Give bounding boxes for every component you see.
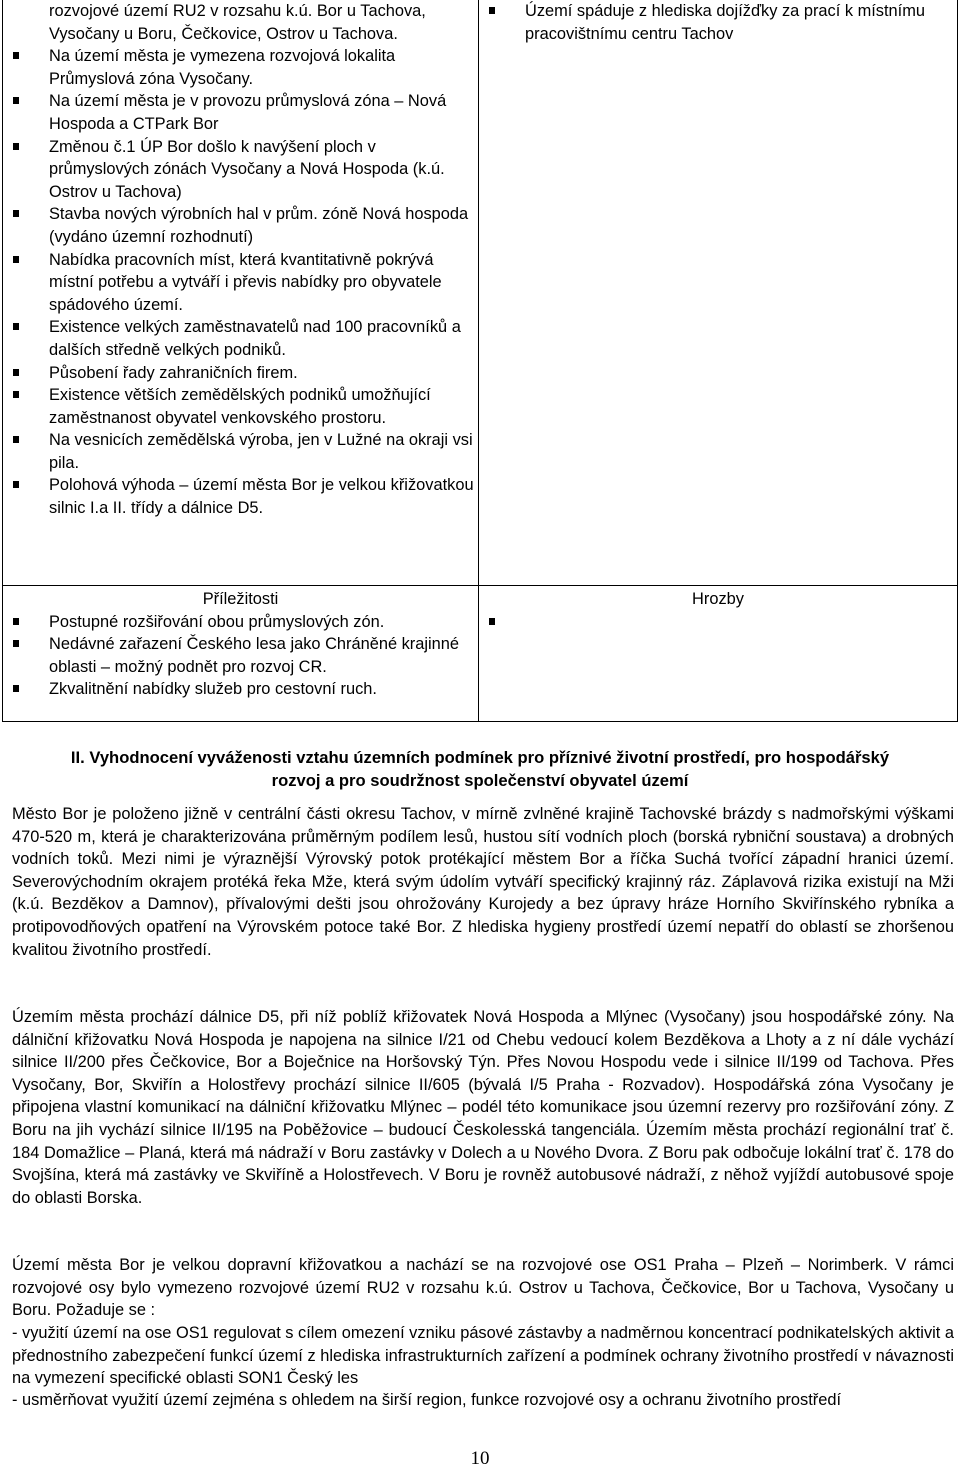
list-item: Změnou č.1 ÚP Bor došlo k navýšení ploch v průmyslových zónách Vysočany a Nová Hospoda (k.ú. Ostrov u Tachova) (49, 136, 474, 204)
list-item: Území spáduje z hlediska dojížďky za prací k místnímu pracovištnímu centru Tachov (525, 0, 953, 45)
paragraph-requirement-1: - využití území na ose OS1 regulovat s cílem omezení vzniku pásové zástavby a nadměrnou koncentrací podnikatelských aktivit a přednostního zabezpečení funkcí území z hlediska infrastrukturních zařízení a podmínek ochrany životního prostředí v návaznosti na vymezení specifické oblasti SON1 Český les (12, 1324, 955, 1388)
list-item: Polohová výhoda – území města Bor je velkou křižovatkou silnic I.a II. třídy a dálnice D5. (49, 474, 474, 519)
list-item: Existence větších zemědělských podniků umožňující zaměstnanost obyvatel venkovského prostoru. (49, 384, 474, 429)
bullet-icon (13, 369, 19, 376)
bullet-icon (489, 7, 495, 14)
bullet-icon (13, 391, 19, 398)
bullet-icon (13, 685, 19, 692)
bullet-icon (13, 256, 19, 263)
list-item: Na vesnicích zemědělská výroba, jen v Lužné na okraji vsi pila. (49, 429, 474, 474)
paragraph-requirement-2: - usměrňovat využití území zejména s ohledem na širší region, funkce rozvojové osy a ochranu životního prostředí (12, 1391, 842, 1409)
threats-cell (479, 586, 958, 722)
paragraph-transport: Územím města prochází dálnice D5, při níž poblíž křižovatek Nová Hospoda a Mlýnec (Vysočany) jsou hospodářské zóny. Na dálniční křižovatku Nová Hospoda je napojena na silnice I/21 od Chebu vedoucí kolem Bezděkova a Lhoty a z ní dále vychází silnice II/200 přes Čečkovice, Bor a Boječnice na Horšovský Týn. Přes Novou Hospodu vede i silnice II/199 od Tachova. Přes Vysočany, Bor, Skviřín a Holostřevy prochází silnice II/605 (bývalá I/5 Praha - Rozvadov). Hospodářská zóna Vysočany je připojena vlastní komunikací na dálniční křižovatku Mlýnec – podél této komunikace jsou územní rezervy pro rozšiřování zóny. Z Boru na jih vychází silnice II/195 na Poběžovice – budoucí Českolesská tangenciála. Územím města prochází regionální trať č. 184 Domažlice – Planá, která má nádraží v Boru zastávky v Dolech a u Nového Dvora. Z Boru pak odbočuje lokální trať č. 178 do Svojšína, která má zastávky ve Skviříně a Holostřevech. V Boru je rovněž autobusové nádraží, z něhož vyjíždí autobusové spoje do oblasti Borska. (12, 1008, 954, 1207)
threats-title: Hrozby (692, 590, 744, 608)
opportunities-title: Příležitosti (202, 590, 279, 608)
bullet-icon (13, 640, 19, 647)
opportunities-cell (3, 586, 479, 722)
list-item (525, 611, 953, 634)
swot-table (2, 0, 958, 722)
bullet-icon (13, 52, 19, 59)
list-item: Působení řady zahraničních firem. (49, 362, 474, 385)
bullet-icon (13, 481, 19, 488)
list-item: Existence velkých zaměstnavatelů nad 100 pracovníků a dalších středně velkých podniků. (49, 316, 474, 361)
list-item: Stavba nových výrobních hal v prům. zóně Nová hospoda (vydáno územní rozhodnutí) (49, 203, 474, 248)
section-number: II. (70, 748, 85, 767)
weaknesses-list (479, 0, 957, 45)
strengths-continuation: rozvojové území RU2 v rozsahu k.ú. Bor u Tachova, Vysočany u Boru, Čečkovice, Ostrov u Tachova. (49, 2, 426, 43)
strengths-cell (3, 0, 479, 586)
list-item: Postupné rozšiřování obou průmyslových zón. (49, 611, 474, 634)
section-title: Vyhodnocení vyváženosti vztahu územních podmínek pro příznivé životní prostředí, pro hospodářský rozvoj a pro soudržnost společenství obyvatel území (89, 748, 890, 790)
bullet-icon (13, 323, 19, 330)
list-item: Na území města je vymezena rozvojová lokalita Průmyslová zóna Vysočany. (49, 45, 474, 90)
list-item: Na území města je v provozu průmyslová zóna – Nová Hospoda a CTPark Bor (49, 90, 474, 135)
list-item: Nedávné zařazení Českého lesa jako Chráněné krajinné oblasti – možný podnět pro rozvoj CR. (49, 633, 474, 678)
bullet-icon (13, 436, 19, 443)
paragraph-environment: Město Bor je položeno jižně v centrální části okresu Tachov, v mírně zvlněné krajině Tachovské brázdy s nadmořskými výškami 470-520 m, která je charakterizována průměrným podílem lesů, hustou sítí vodních ploch (borská rybniční soustava) a drobných vodních toků. Mezi nimi je výraznější Výrovský potok protékající městem Bor a říčka Suchá tvořící západní hranici území. Severovýchodním okrajem protéká řeka Mže, která svým údolím vytváří specifický krajinný ráz. Záplavová rizika existují na Mži (k.ú. Bezděkov a Damnov), přívalovými dešti jsou ohrožovány Kurojedy a bez úpravy hráze Horního Skviřínského rybníka a protipovodňových opatření na Výrovském potoce také Bor. Z hlediska hygieny prostředí území nepatří do oblastí se zhoršenou kvalitou životního prostředí. (12, 805, 954, 959)
list-item: Nabídka pracovních míst, která kvantitativně pokrývá místní potřebu a vytváří i převis nabídky pro obyvatele spádového území. (49, 249, 474, 317)
opportunities-list (3, 611, 478, 701)
bullet-icon (13, 210, 19, 217)
paragraph-development-axis: Území města Bor je velkou dopravní křižovatkou a nachází se na rozvojové ose OS1 Praha – Plzeň – Norimberk. V rámci rozvojové osy bylo vymezeno rozvojové území RU2 v rozsahu k.ú. Ostrov u Tachova, Čečkovice, Bor u Tachova, Vysočany u Boru. Požaduje se : (12, 1256, 954, 1320)
weaknesses-cell (479, 0, 958, 586)
threats-list (479, 611, 957, 634)
bullet-icon (13, 143, 19, 150)
strengths-list (3, 45, 478, 519)
page-number: 10 (470, 1448, 490, 1469)
bullet-icon (489, 618, 495, 625)
list-item: Zkvalitnění nabídky služeb pro cestovní ruch. (49, 678, 474, 701)
bullet-icon (13, 618, 19, 625)
bullet-icon (13, 97, 19, 104)
section-heading (60, 746, 900, 792)
